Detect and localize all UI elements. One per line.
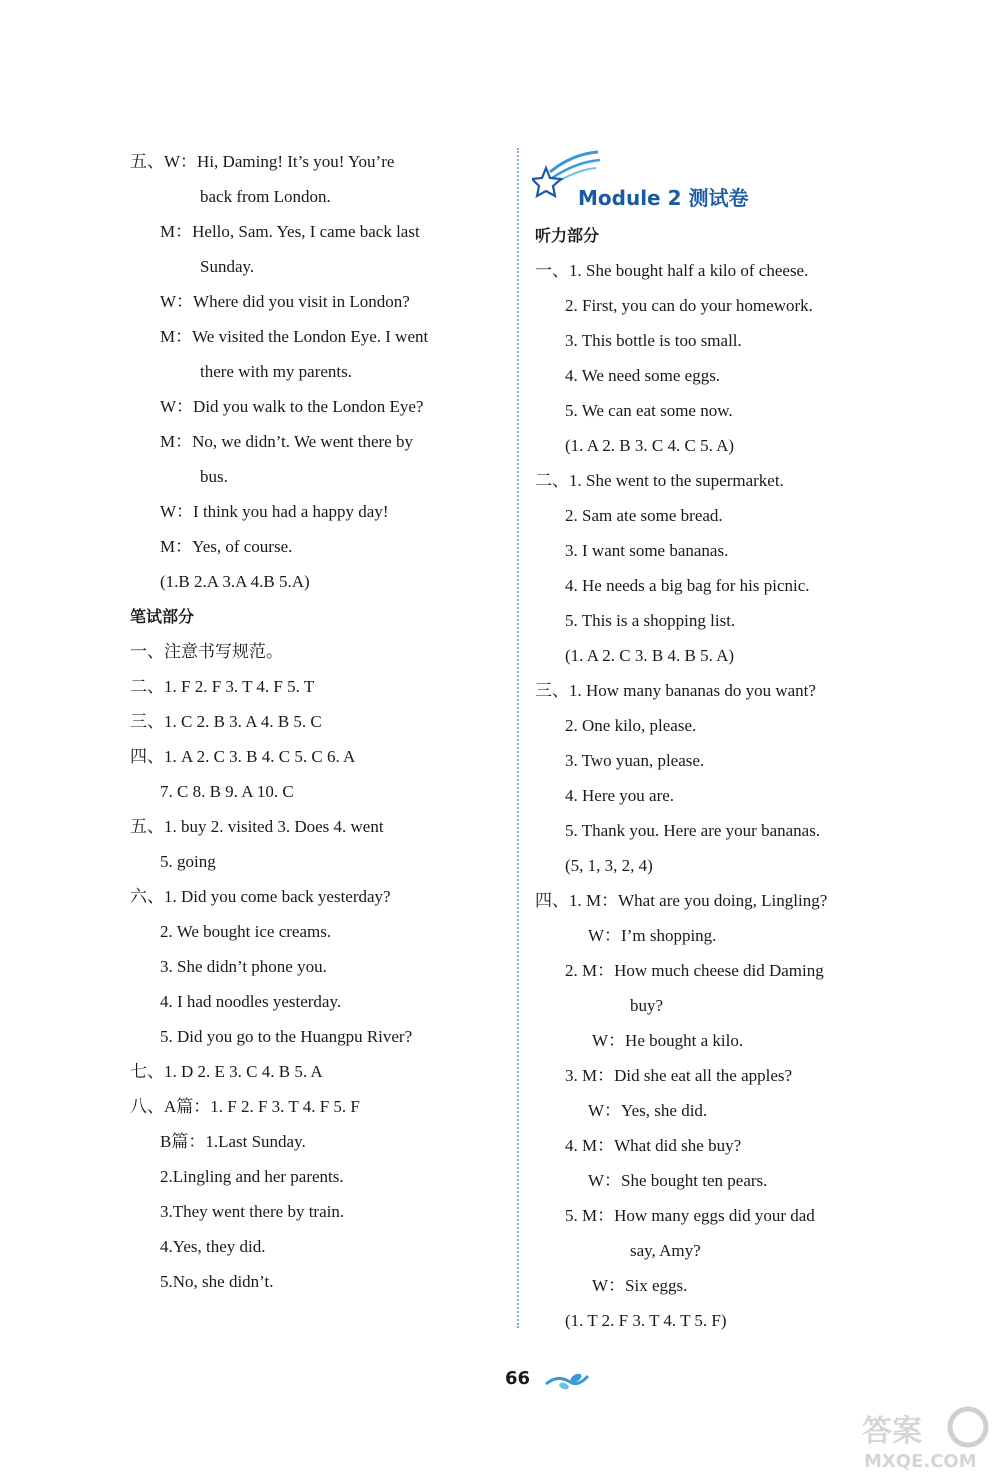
answer-line: 六、1. Did you come back yesterday? <box>130 887 391 906</box>
answer-line: W：Six eggs. <box>592 1276 688 1295</box>
answer-line: (1. T 2. F 3. T 4. T 5. F) <box>565 1311 727 1330</box>
answer-line: 2. M：How much cheese did Daming <box>565 961 824 980</box>
answer-line: B篇：1.Last Sunday. <box>160 1132 306 1151</box>
answer-line: 五、1. buy 2. visited 3. Does 4. went <box>130 817 384 836</box>
answer-line: 4. Here you are. <box>565 786 675 805</box>
answer-line: 三、1. How many bananas do you want? <box>535 681 816 700</box>
answer-line: W：He bought a kilo. <box>592 1031 744 1050</box>
page-number: 66 <box>505 1368 531 1389</box>
answer-line: 4.Yes, they did. <box>160 1237 266 1256</box>
answer-line: 7. C 8. B 9. A 10. C <box>160 782 294 801</box>
answer-line: 4. We need some eggs. <box>565 366 721 385</box>
leaf-ornament-icon <box>544 1370 590 1392</box>
answer-line: 2. First, you can do your homework. <box>565 296 813 315</box>
answer-line: W：She bought ten pears. <box>588 1171 768 1190</box>
answer-line: Sunday. <box>200 257 255 276</box>
answer-line: 3. This bottle is too small. <box>565 331 742 350</box>
answer-line: 3. She didn’t phone you. <box>160 957 327 976</box>
answer-line: W：I’m shopping. <box>588 926 717 945</box>
answer-line: 四、1. A 2. C 3. B 4. C 5. C 6. A <box>130 747 356 766</box>
answer-line: 3.They went there by train. <box>160 1202 345 1221</box>
section-heading: 笔试部分 <box>130 607 195 626</box>
answer-line: 5. We can eat some now. <box>565 401 733 420</box>
answer-line: M：Hello, Sam. Yes, I came back last <box>160 222 420 241</box>
answer-line: W：Did you walk to the London Eye? <box>160 397 424 416</box>
answer-line: (1. A 2. C 3. B 4. B 5. A) <box>565 646 735 665</box>
answer-line: 5.No, she didn’t. <box>160 1272 274 1291</box>
answer-line: 5. going <box>160 852 216 871</box>
answer-line: 二、1. She went to the supermarket. <box>535 471 784 490</box>
answer-line: M：Yes, of course. <box>160 537 293 556</box>
answer-line: 七、1. D 2. E 3. C 4. B 5. A <box>130 1062 323 1081</box>
answer-line: 一、1. She bought half a kilo of cheese. <box>535 261 809 280</box>
answer-line: there with my parents. <box>200 362 353 381</box>
answer-line: 3. Two yuan, please. <box>565 751 705 770</box>
answer-line: buy? <box>630 996 664 1015</box>
answer-line: 3. M：Did she eat all the apples? <box>565 1066 793 1085</box>
section-heading: 听力部分 <box>535 226 600 245</box>
answer-line: 一、注意书写规范。 <box>130 642 283 661</box>
answer-line: 5. Did you go to the Huangpu River? <box>160 1027 413 1046</box>
answer-line: back from London. <box>200 187 331 206</box>
svg-text:MXQE.COM: MXQE.COM <box>864 1451 977 1471</box>
answer-line: 五、W：Hi, Daming! It’s you! You’re <box>130 152 395 171</box>
answer-line: 2. One kilo, please. <box>565 716 697 735</box>
module-title: Module 2 测试卷 <box>578 186 749 210</box>
answer-line: W：Where did you visit in London? <box>160 292 410 311</box>
answer-line: 2. Sam ate some bread. <box>565 506 723 525</box>
answer-line: 5. M：How many eggs did your dad <box>565 1206 815 1225</box>
answer-line: 3. I want some bananas. <box>565 541 729 560</box>
answer-line: 4. M：What did she buy? <box>565 1136 742 1155</box>
svg-text:答案: 答案 <box>862 1414 922 1449</box>
answer-line: (5, 1, 3, 2, 4) <box>565 856 653 875</box>
answer-line: 二、1. F 2. F 3. T 4. F 5. T <box>130 677 315 696</box>
answer-line: W：I think you had a happy day! <box>160 502 389 521</box>
watermark-logo <box>860 1405 995 1471</box>
answer-line: bus. <box>200 467 228 486</box>
answer-line: 5. Thank you. Here are your bananas. <box>565 821 821 840</box>
answer-line: (1.B 2.A 3.A 4.B 5.A) <box>160 572 310 591</box>
answer-line: 5. This is a shopping list. <box>565 611 736 630</box>
column-divider <box>517 148 519 1328</box>
answer-line: M：No, we didn’t. We went there by <box>160 432 413 451</box>
answer-line: say, Amy? <box>630 1241 701 1260</box>
answer-line: 四、1. M：What are you doing, Lingling? <box>535 891 828 910</box>
answer-line: 2.Lingling and her parents. <box>160 1167 344 1186</box>
answer-line: 4. I had noodles yesterday. <box>160 992 342 1011</box>
answer-line: (1. A 2. B 3. C 4. C 5. A) <box>565 436 735 455</box>
answer-line: M：We visited the London Eye. I went <box>160 327 429 346</box>
answer-line: 三、1. C 2. B 3. A 4. B 5. C <box>130 712 322 731</box>
answer-line: 2. We bought ice creams. <box>160 922 332 941</box>
answer-line: W：Yes, she did. <box>588 1101 708 1120</box>
answer-line: 4. He needs a big bag for his picnic. <box>565 576 810 595</box>
answer-line: 八、A篇：1. F 2. F 3. T 4. F 5. F <box>130 1097 360 1116</box>
